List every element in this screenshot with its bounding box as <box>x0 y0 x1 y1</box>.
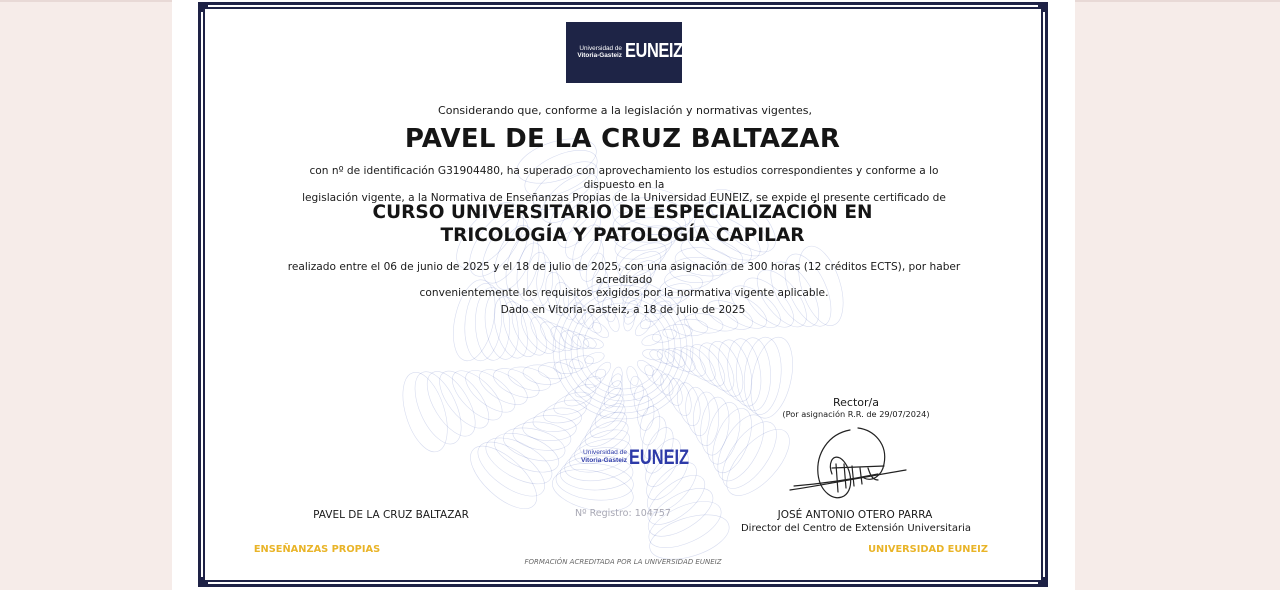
student-name-title: PAVEL DE LA CRUZ BALTAZAR <box>404 124 841 154</box>
intro-text: Considerando que, conforme a la legislación y normativas vigentes, <box>438 104 812 117</box>
guilloche-loop <box>444 363 510 429</box>
guilloche-loop <box>541 396 589 427</box>
rector-assignment-note: (Por asignación R.R. de 29/07/2024) <box>782 409 930 419</box>
logo2-brand: EUNEIZ <box>629 446 690 469</box>
logo-line-2: Vitoria-Gasteiz <box>577 52 622 60</box>
signer-role: Director del Centro de Extensión Universitaria <box>740 523 971 534</box>
course-title <box>340 201 905 247</box>
guilloche-loop <box>642 492 728 557</box>
guilloche-loop <box>712 413 787 497</box>
guilloche-loop <box>500 422 569 467</box>
logo-line-1: Universidad de <box>579 45 622 52</box>
guilloche-loop <box>532 406 583 435</box>
guilloche-loop <box>701 399 746 468</box>
guilloche-loop <box>705 403 760 478</box>
guilloche-loop <box>735 337 771 411</box>
guilloche-loop <box>692 337 741 396</box>
paragraph1-line2: legislación vigente, a la Normativa de Enseñanzas Propias de la Universidad EUNEIZ, se expide el presente certificado de <box>302 192 946 204</box>
rector-title: Rector/a <box>833 396 879 409</box>
course-line2: TRICOLOGÍA Y PATOLOGÍA CAPILAR <box>440 225 805 246</box>
paragraph2-line2: convenientemente los requisitos exigidos por la normativa vigente aplicable. <box>419 287 829 299</box>
guilloche-loop <box>662 323 693 340</box>
logo-brand: EUNEIZ <box>625 40 683 62</box>
guilloche-loop <box>431 363 498 436</box>
left-footer-label: ENSEÑANZAS PROPIAS <box>253 544 381 555</box>
guilloche-loop <box>637 405 662 447</box>
guilloche-loop <box>505 362 553 395</box>
accreditation-note: FORMACIÓN ACREDITADA POR LA UNIVERSIDAD EUNEIZ <box>524 558 722 566</box>
guilloche-loop <box>625 365 641 387</box>
guilloche-loop <box>676 340 722 386</box>
guilloche-loop <box>469 432 553 507</box>
guilloche-loop <box>481 290 523 362</box>
guilloche-loop <box>723 336 765 408</box>
guilloche-loop <box>489 425 564 480</box>
logo2-line-1: Universidad de <box>583 449 627 456</box>
euneiz-logo-footer <box>572 446 692 470</box>
guilloche-loop <box>572 372 605 401</box>
student-signature-name: PAVEL DE LA CRUZ BALTAZAR <box>313 509 469 521</box>
guilloche-loop <box>708 408 773 488</box>
guilloche-loop <box>551 388 594 419</box>
guilloche-loop <box>474 363 533 412</box>
guilloche-loop <box>418 364 485 444</box>
logo2-line-2: Vitoria-Gasteiz <box>580 457 627 464</box>
guilloche-loop <box>525 311 571 357</box>
guilloche-loop <box>673 380 704 428</box>
handwritten-signature <box>788 424 908 506</box>
guilloche-loop <box>693 392 719 446</box>
guilloche-loop <box>511 419 573 454</box>
guilloche-loop <box>459 363 522 420</box>
guilloche-loop <box>405 365 470 451</box>
guilloche-loop <box>741 336 785 417</box>
paragraph1-line1: con nº de identificación G31904480, ha superado con aprovechamiento los estudios correspondientes y conforme a lo dispuesto en la <box>309 165 939 191</box>
right-footer-label: UNIVERSIDAD EUNEIZ <box>868 544 988 555</box>
euneiz-logo-header <box>566 22 682 83</box>
registry-number: Nº Registro: 104757 <box>575 508 671 519</box>
guilloche-loop <box>553 358 584 375</box>
guilloche-loop <box>656 371 687 409</box>
course-line1: CURSO UNIVERSITARIO DE ESPECIALIZACIÓN EN <box>372 202 873 223</box>
guilloche-ring <box>583 309 663 389</box>
guilloche-loop <box>460 435 547 519</box>
guilloche-loop <box>697 395 732 457</box>
guilloche-loop <box>595 384 627 422</box>
paragraph2-line1: realizado entre el 06 de junio de 2025 y el 18 de julio de 2025, con una asignación de 300 horas (12 créditos ECTS), por haber acreditado <box>287 261 961 286</box>
signer-name: JOSÉ ANTONIO OTERO PARRA <box>777 509 933 521</box>
course-dates-paragraph <box>280 261 968 300</box>
guilloche-ring <box>577 303 669 395</box>
guilloche-loop <box>522 362 564 387</box>
guilloche-loop <box>683 386 712 437</box>
guilloche-loop <box>584 350 606 366</box>
guilloche-loop <box>640 332 662 348</box>
identification-paragraph <box>290 165 958 206</box>
issue-place-date: Dado en Vitoria-Gasteiz, a 18 de julio de 2025 <box>500 304 746 316</box>
